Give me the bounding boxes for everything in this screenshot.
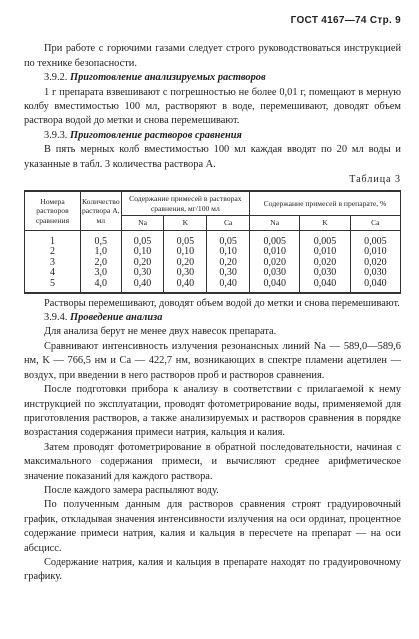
paragraph-safety: При работе с горючими газами следует строго руководствоваться инструкцией по технике безопасности. bbox=[24, 43, 401, 69]
table-cell: 0,030 bbox=[250, 268, 300, 279]
header-ca: Ca bbox=[207, 216, 250, 230]
section-number: 3.9.2. bbox=[44, 72, 68, 84]
paragraph-samples: Для анализа берут не менее двух навесок препарата. bbox=[44, 326, 277, 338]
header-content-preparation: Содержание примесей в препарате, % bbox=[250, 191, 401, 215]
table-cell: 0,020 bbox=[250, 258, 300, 269]
table-cell: 2 bbox=[25, 247, 81, 258]
header-ca: Ca bbox=[350, 216, 400, 230]
table-cell: 0,020 bbox=[300, 258, 350, 269]
paragraph-mixing: Растворы перемешивают, доводят объем водой до метки и снова перемешивают. bbox=[44, 297, 400, 309]
table-cell: 0,20 bbox=[207, 258, 250, 269]
table-cell: 0,20 bbox=[164, 258, 207, 269]
table-cell: 0,010 bbox=[350, 247, 400, 258]
table-cell: 3,0 bbox=[80, 268, 121, 279]
table-cell: 0,30 bbox=[207, 268, 250, 279]
section-title: Проведение анализа bbox=[70, 312, 163, 324]
page-header: ГОСТ 4167—74 Стр. 9 bbox=[290, 15, 401, 26]
header-k: K bbox=[300, 216, 350, 230]
section-number: 3.9.4. bbox=[44, 312, 68, 324]
header-na: Na bbox=[250, 216, 300, 230]
table-cell: 1,0 bbox=[80, 247, 121, 258]
table-cell: 0,030 bbox=[300, 268, 350, 279]
section-title: Приготовление анализируемых растворов bbox=[70, 72, 266, 84]
table-cell: 0,05 bbox=[164, 230, 207, 247]
table-cell: 0,40 bbox=[121, 279, 164, 293]
paragraph-water: После каждого замера распыляют воду. bbox=[44, 484, 219, 496]
header-volume-a: Количество раствора А, мл bbox=[80, 191, 121, 230]
table-cell: 1 bbox=[25, 230, 81, 247]
table-cell: 0,5 bbox=[80, 230, 121, 247]
table-cell: 0,40 bbox=[164, 279, 207, 293]
table-cell: 0,30 bbox=[164, 268, 207, 279]
table-cell: 0,005 bbox=[250, 230, 300, 247]
table-cell: 0,10 bbox=[121, 247, 164, 258]
section-number: 3.9.3. bbox=[44, 129, 68, 141]
table-cell: 2,0 bbox=[80, 258, 121, 269]
table-cell: 3 bbox=[25, 258, 81, 269]
table-3 bbox=[24, 190, 401, 293]
section-3-9-4 bbox=[24, 311, 401, 325]
section-title: Приготовление растворов сравнения bbox=[70, 129, 242, 141]
table-caption: Таблица 3 bbox=[349, 174, 401, 186]
table-cell: 0,20 bbox=[121, 258, 164, 269]
section-3-9-3 bbox=[24, 129, 401, 143]
table-cell: 0,040 bbox=[300, 279, 350, 293]
header-content-solution: Содержание примесей в растворах сравнения, мг/100 мл bbox=[121, 191, 249, 215]
table-cell: 0,040 bbox=[350, 279, 400, 293]
table-row bbox=[25, 279, 401, 293]
table-cell: 4,0 bbox=[80, 279, 121, 293]
section-3-9-2 bbox=[24, 71, 401, 85]
table-cell: 0,05 bbox=[207, 230, 250, 247]
table-cell: 0,010 bbox=[300, 247, 350, 258]
paragraph-reverse: Затем проводят фотометрирование в обратной последовательности, начиная с максимального содержания примеси, и вычисляют среднее арифметическое значение показаний для каждого раствора. bbox=[24, 441, 401, 482]
table-cell: 0,005 bbox=[350, 230, 400, 247]
table-cell: 0,040 bbox=[250, 279, 300, 293]
paragraph-photometry: После подготовки прибора к анализу в соответствии с прилагаемой к нему инструкцией по эксплуатации, проводят фотометрирование воды, применяемой для приготовления растворов, а также анализируемых и растворов сравнения в порядке возрастания содержания примеси натрия, кальция и калия. bbox=[24, 384, 401, 439]
table-cell: 0,010 bbox=[250, 247, 300, 258]
table-cell: 0,10 bbox=[164, 247, 207, 258]
paragraph-reference-prep: В пять мерных колб вместимостью 100 мл каждая вводят по 20 мл воды и указанные в табл. 3 количества раствора А. bbox=[24, 144, 401, 170]
header-k: K bbox=[164, 216, 207, 230]
paragraph-calibration: По полученным данным для растворов сравнения строят градуировочный график, откладывая значения интенсивности излучения на оси ординат, процентное содержание примеси натрия, калия и кальция в пересчете на препарат — на оси абсцисс. bbox=[24, 499, 401, 554]
table-row bbox=[25, 258, 401, 269]
table-cell: 0,020 bbox=[350, 258, 400, 269]
header-solution-number: Номера растворов сравнения bbox=[25, 191, 81, 230]
table-row bbox=[25, 268, 401, 279]
table-row bbox=[25, 230, 401, 247]
paragraph-comparison: Сравнивают интенсивность излучения резонансных линий Na — 589,0—589,6 нм, K — 766,5 нм и Ca — 422,7 нм, возникающих в спектре пламени ацетилен — воздух, при введении в него растворов проб и растворов сравнения. bbox=[24, 340, 401, 381]
paragraph-result: Содержание натрия, калия и кальция в препарате находят по градуировочному графику. bbox=[24, 556, 401, 583]
table-cell: 0,30 bbox=[121, 268, 164, 279]
table-cell: 0,030 bbox=[350, 268, 400, 279]
table-row bbox=[25, 247, 401, 258]
header-na: Na bbox=[121, 216, 164, 230]
table-cell: 5 bbox=[25, 279, 81, 293]
table-cell: 0,005 bbox=[300, 230, 350, 247]
table-cell: 0,40 bbox=[207, 279, 250, 293]
table-cell: 4 bbox=[25, 268, 81, 279]
table-cell: 0,10 bbox=[207, 247, 250, 258]
paragraph-sample-prep: 1 г препарата взвешивают с погрешностью не более 0,01 г, помещают в мерную колбу вместимостью 100 мл, растворяют в воде, перемешивают, доводят объем раствора водой до метки и снова перемешивают. bbox=[24, 86, 401, 127]
table-cell: 0,05 bbox=[121, 230, 164, 247]
